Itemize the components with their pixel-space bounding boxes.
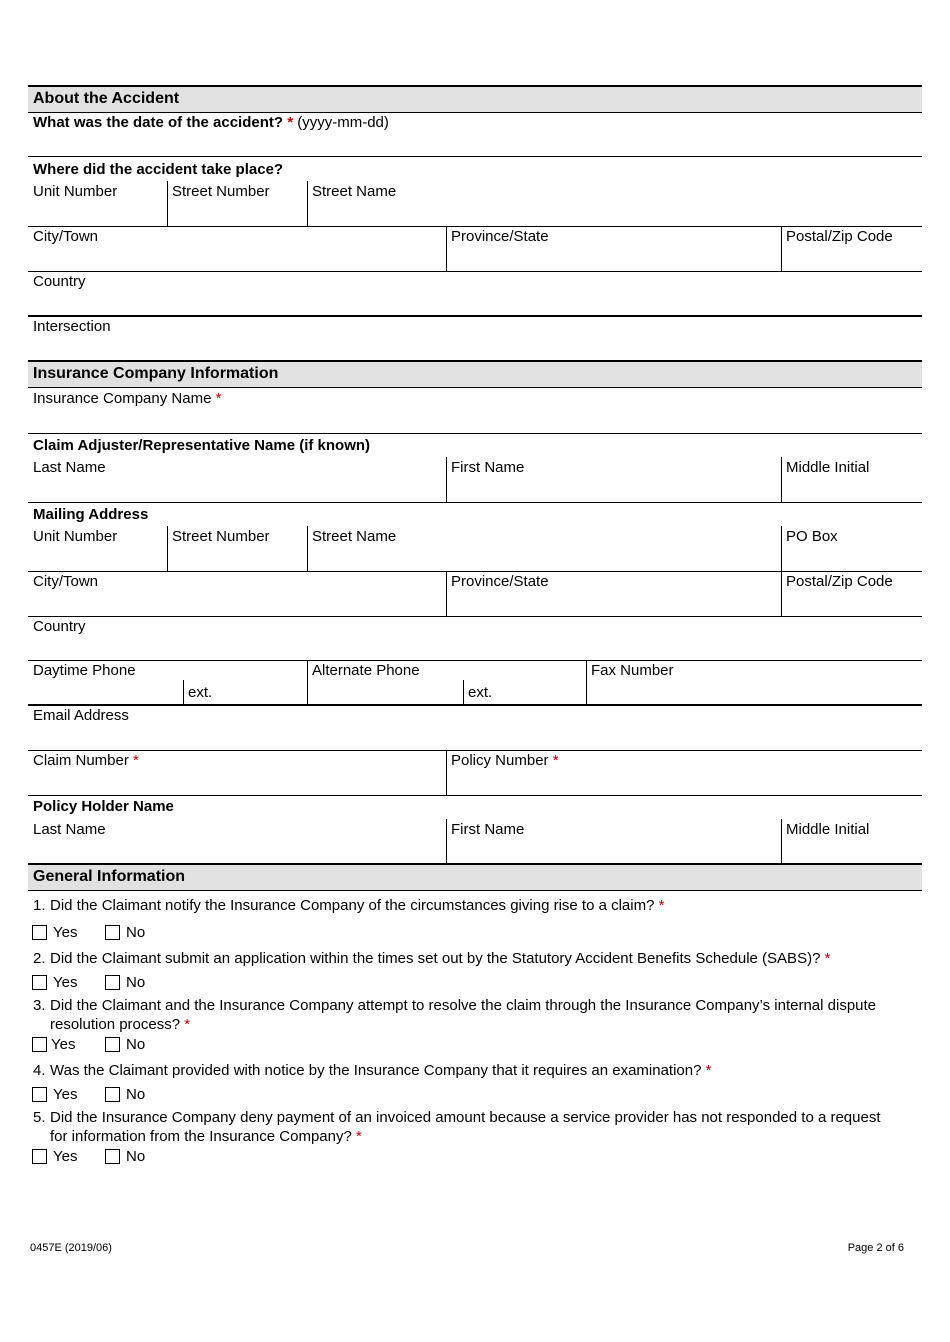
- ext-label: ext.: [188, 684, 213, 701]
- middle-initial-label: Middle Initial: [786, 821, 870, 838]
- accident-city-input[interactable]: [33, 249, 441, 269]
- q2-yes-option[interactable]: Yes: [32, 974, 77, 991]
- holder-first-name-input[interactable]: [451, 842, 776, 862]
- ext-label: ext.: [468, 684, 493, 701]
- q2-no-checkbox[interactable]: [105, 975, 120, 990]
- policy-number-input[interactable]: [451, 773, 916, 793]
- divider: [446, 226, 447, 271]
- mailing-street-name-input[interactable]: [312, 549, 776, 569]
- accident-date-label: What was the date of the accident? * (yyyy-mm-dd): [33, 114, 389, 131]
- alternate-phone-input[interactable]: [312, 683, 458, 703]
- question-text: resolution process?: [50, 1016, 181, 1033]
- accident-street-number-input[interactable]: [172, 204, 302, 224]
- mailing-province-input[interactable]: [451, 594, 776, 614]
- section-header-general: [28, 863, 922, 891]
- question-text: for information from the Insurance Company?: [50, 1128, 352, 1145]
- divider: [28, 315, 922, 317]
- question-2: [33, 949, 913, 968]
- country-label: Country: [33, 273, 86, 290]
- province-label: Province/State: [451, 228, 549, 245]
- country-label: Country: [33, 618, 86, 635]
- divider: [28, 750, 922, 751]
- q4-no-checkbox[interactable]: [105, 1087, 120, 1102]
- city-label: City/Town: [33, 573, 99, 590]
- adjuster-middle-initial-input[interactable]: [786, 480, 916, 500]
- po-box-label: PO Box: [786, 528, 838, 545]
- section-title: Insurance Company Information: [33, 365, 279, 382]
- page-number: Page 2 of 6: [847, 1242, 904, 1254]
- adjuster-first-name-input[interactable]: [451, 480, 776, 500]
- fax-number-label: Fax Number: [591, 662, 674, 679]
- divider: [781, 571, 782, 616]
- question-text: Did the Claimant submit an application within the times set out by the Statutory Accident Benefits Schedule (SABS)?: [50, 950, 821, 967]
- question-number: 1.: [33, 897, 46, 914]
- required-marker: *: [133, 752, 139, 769]
- question-5: [33, 1108, 913, 1146]
- required-marker: *: [215, 390, 222, 407]
- q1-no-option[interactable]: No: [105, 924, 145, 941]
- unit-number-label: Unit Number: [33, 183, 118, 200]
- required-marker: *: [287, 114, 294, 131]
- section-header-insurance: [28, 360, 922, 388]
- holder-last-name-input[interactable]: [33, 842, 441, 862]
- required-marker: *: [355, 1128, 362, 1145]
- divider: [781, 819, 782, 864]
- section-title: About the Accident: [33, 90, 180, 107]
- q3-yes-checkbox[interactable]: [32, 1037, 47, 1052]
- street-number-label: Street Number: [172, 528, 270, 545]
- section-title: General Information: [33, 868, 186, 885]
- last-name-label: Last Name: [33, 821, 106, 838]
- province-label: Province/State: [451, 573, 549, 590]
- first-name-label: First Name: [451, 821, 525, 838]
- mailing-postal-input[interactable]: [786, 594, 916, 614]
- mailing-country-input[interactable]: [33, 639, 913, 659]
- middle-initial-label: Middle Initial: [786, 459, 870, 476]
- divider: [28, 271, 922, 272]
- question-number: 3.: [33, 997, 46, 1014]
- divider: [28, 660, 922, 661]
- accident-unit-number-input[interactable]: [33, 204, 161, 224]
- divider: [446, 457, 447, 502]
- question-text: Did the Insurance Company deny payment of an invoiced amount because a service provider has not responded to a request: [50, 1109, 881, 1126]
- question-text: Was the Claimant provided with notice by the Insurance Company that it requires an examination?: [50, 1062, 702, 1079]
- q4-yes-option[interactable]: Yes: [32, 1086, 77, 1103]
- daytime-phone-input[interactable]: [33, 683, 178, 703]
- question-number: 2.: [33, 950, 46, 967]
- question-text: Did the Claimant and the Insurance Company attempt to resolve the claim through the Insurance Company’s internal dispute: [50, 997, 877, 1014]
- q1-yes-option[interactable]: Yes: [32, 924, 77, 941]
- email-address-input[interactable]: [33, 728, 913, 748]
- question-4: [33, 1061, 913, 1080]
- divider: [463, 680, 464, 705]
- accident-postal-input[interactable]: [786, 249, 916, 269]
- divider: [28, 704, 922, 706]
- postal-label: Postal/Zip Code: [786, 228, 893, 245]
- divider: [167, 181, 168, 226]
- date-format-hint: (yyyy-mm-dd): [297, 114, 389, 131]
- question-number: 4.: [33, 1062, 46, 1079]
- divider: [781, 526, 782, 571]
- divider: [167, 526, 168, 571]
- question-text: Did the Claimant notify the Insurance Company of the circumstances giving rise to a claim?: [50, 897, 655, 914]
- mailing-unit-number-input[interactable]: [33, 549, 161, 569]
- q4-yes-checkbox[interactable]: [32, 1087, 47, 1102]
- q5-no-option[interactable]: No: [105, 1148, 145, 1165]
- alternate-phone-label: Alternate Phone: [312, 662, 420, 679]
- divider: [446, 571, 447, 616]
- adjuster-name-label: Claim Adjuster/Representative Name (if known): [33, 437, 371, 454]
- required-marker: *: [184, 1016, 191, 1033]
- city-label: City/Town: [33, 228, 99, 245]
- accident-intersection-input[interactable]: [33, 339, 913, 359]
- policy-holder-name-label: Policy Holder Name: [33, 798, 174, 815]
- divider: [781, 457, 782, 502]
- q2-yes-checkbox[interactable]: [32, 975, 47, 990]
- adjuster-last-name-input[interactable]: [33, 480, 441, 500]
- unit-number-label: Unit Number: [33, 528, 118, 545]
- holder-middle-initial-input[interactable]: [786, 842, 916, 862]
- question-1: [33, 896, 913, 915]
- q5-no-checkbox[interactable]: [105, 1149, 120, 1164]
- divider: [28, 502, 922, 503]
- form-id: 0457E (2019/06): [30, 1242, 112, 1254]
- divider: [28, 571, 922, 572]
- q4-no-option[interactable]: No: [105, 1086, 145, 1103]
- street-number-label: Street Number: [172, 183, 270, 200]
- q2-no-option[interactable]: No: [105, 974, 145, 991]
- required-marker: *: [552, 752, 559, 769]
- alternate-phone-ext-input[interactable]: [495, 683, 583, 703]
- fax-number-input[interactable]: [591, 683, 916, 703]
- divider: [183, 680, 184, 705]
- divider: [307, 526, 308, 571]
- divider: [28, 433, 922, 434]
- mailing-address-label: Mailing Address: [33, 506, 149, 523]
- q1-no-checkbox[interactable]: [105, 925, 120, 940]
- daytime-phone-label: Daytime Phone: [33, 662, 136, 679]
- required-marker: *: [658, 897, 665, 914]
- email-address-label: Email Address: [33, 707, 129, 724]
- divider: [307, 660, 308, 705]
- required-marker: *: [705, 1062, 712, 1079]
- accident-location-label: Where did the accident take place?: [33, 161, 284, 178]
- divider: [586, 660, 587, 705]
- q5-yes-checkbox[interactable]: [32, 1149, 47, 1164]
- divider: [446, 819, 447, 864]
- claim-number-input[interactable]: [33, 773, 441, 793]
- question-3: [33, 996, 913, 1034]
- q3-no-checkbox[interactable]: [105, 1037, 120, 1052]
- q3-no-option[interactable]: No: [105, 1036, 145, 1053]
- q5-yes-option[interactable]: Yes: [32, 1148, 77, 1165]
- first-name-label: First Name: [451, 459, 525, 476]
- policy-number-label: Policy Number *: [451, 752, 559, 769]
- mailing-city-input[interactable]: [33, 594, 441, 614]
- accident-province-input[interactable]: [451, 249, 776, 269]
- divider: [28, 156, 922, 157]
- street-name-label: Street Name: [312, 183, 397, 200]
- postal-label: Postal/Zip Code: [786, 573, 893, 590]
- daytime-phone-ext-input[interactable]: [215, 683, 303, 703]
- accident-date-input[interactable]: [33, 135, 913, 155]
- divider: [28, 616, 922, 617]
- street-name-label: Street Name: [312, 528, 397, 545]
- intersection-label: Intersection: [33, 318, 111, 335]
- claim-number-label: Claim Number *: [33, 752, 139, 769]
- q1-yes-checkbox[interactable]: [32, 925, 47, 940]
- last-name-label: Last Name: [33, 459, 106, 476]
- accident-country-input[interactable]: [33, 294, 913, 314]
- q3-yes-option[interactable]: Yes: [32, 1036, 75, 1053]
- accident-street-name-input[interactable]: [312, 204, 912, 224]
- divider: [781, 226, 782, 271]
- insurance-company-name-input[interactable]: [33, 411, 913, 431]
- section-header-accident: [28, 85, 922, 113]
- question-number: 5.: [33, 1109, 46, 1126]
- divider: [307, 181, 308, 226]
- required-marker: *: [824, 950, 831, 967]
- mailing-street-number-input[interactable]: [172, 549, 302, 569]
- mailing-po-box-input[interactable]: [786, 549, 916, 569]
- insurance-company-name-label: Insurance Company Name *: [33, 390, 222, 407]
- divider: [28, 226, 922, 227]
- divider: [446, 750, 447, 795]
- divider: [28, 795, 922, 796]
